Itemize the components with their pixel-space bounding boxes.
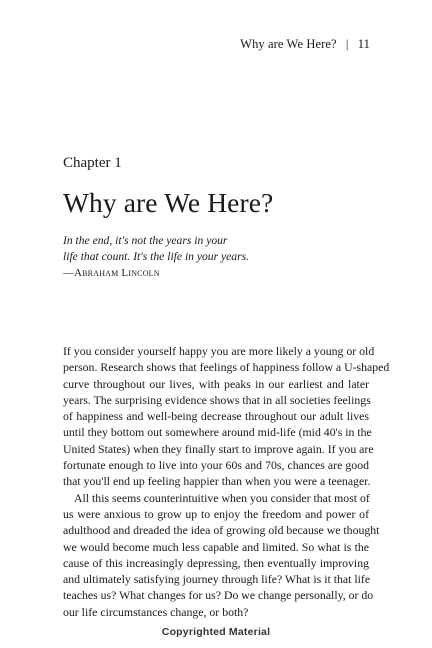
epigraph-attribution [63, 267, 160, 279]
paragraph-2 [63, 490, 380, 620]
text-line: teaches us? What changes for us? Do we change personally, or do [63, 588, 374, 603]
text-line: we would become much less capable and limited. So what is the [63, 539, 369, 554]
page-number: 11 [357, 37, 370, 51]
epigraph-line: life that count. It's the life in your years. [63, 250, 250, 263]
text-line: of happiness and well-being decrease throughout our adult lives [63, 409, 369, 424]
text-line: If you consider yourself happy you are more likely a young or old [63, 344, 375, 358]
text-line: until they bottom out somewhere around mid-life (mid 40's in the [63, 425, 372, 440]
body-text [63, 343, 390, 620]
text-line: fortunate enough to live into your 60s and 70s, chances are good [63, 458, 369, 473]
text-line: person. Research shows that feelings of happiness follow a U-shaped [63, 360, 390, 375]
epigraph [63, 233, 249, 265]
header-separator: | [345, 37, 349, 51]
text-line: us were anxious to grow up to enjoy the freedom and power of [63, 506, 369, 521]
text-line: All this seems counterintuitive when you consider that most of [74, 490, 370, 505]
text-line: United States) when they finally start to improve again. If you are [63, 441, 374, 456]
running-header [240, 37, 370, 52]
text-line: our life circumstances change, or both? [63, 604, 249, 619]
running-title: Why are We Here? [240, 37, 337, 51]
attribution-dash: — [63, 267, 74, 279]
text-line: curve throughout our lives, with peaks in our earliest and later [63, 376, 369, 391]
paragraph-1 [63, 343, 390, 490]
text-line: and ultimately satisfying journey through life? What is it that life [63, 572, 371, 587]
chapter-label: Chapter 1 [63, 155, 122, 171]
text-line: adulthood and dreaded the idea of growing old because we thought [63, 523, 380, 538]
chapter-title: Why are We Here? [63, 187, 274, 218]
epigraph-line: In the end, it's not the years in your [63, 234, 228, 247]
text-line: years. The surprising evidence shows that in all societies feelings [63, 392, 371, 407]
text-line: that you'll end up feeling happier than when you were a teenager. [63, 474, 371, 489]
attribution-name: Abraham Lincoln [74, 267, 160, 279]
text-line: cause of this increasingly depressing, then eventually improving [63, 555, 369, 570]
copyright-footer: Copyrighted Material [161, 626, 271, 638]
